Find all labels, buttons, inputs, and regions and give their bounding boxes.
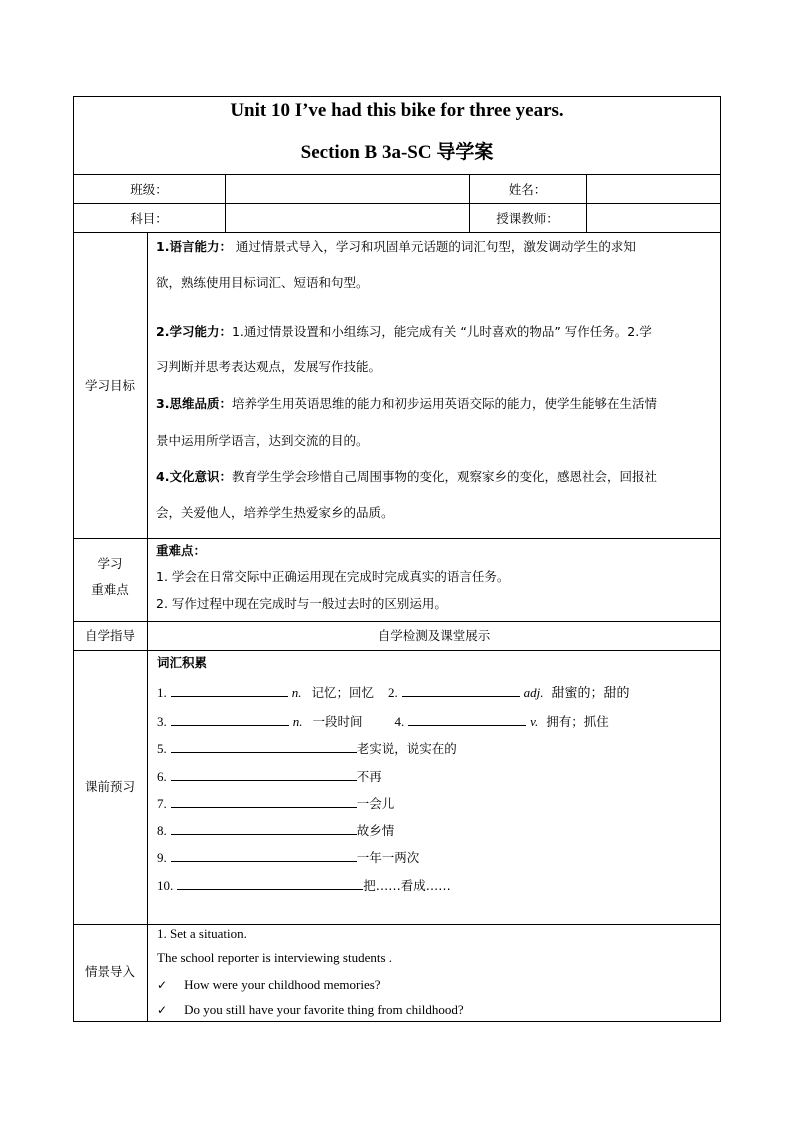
answer-blank[interactable] xyxy=(171,848,357,862)
objective-4-line1: 4.文化意识：教育学生学会珍惜自己周围事物的变化，观察家乡的变化，感恩社会，回报社 xyxy=(156,469,657,484)
vocab-item: 5. 老实说，说实在的 xyxy=(157,741,457,756)
page-title: Unit 10 I’ve had this bike for three years. xyxy=(230,100,564,121)
class-label: 班级： xyxy=(130,182,168,197)
vocab-row-2: 3. n. 一段时间 4. v. 拥有；抓住 xyxy=(157,714,609,729)
vocab-heading: 词汇积累 xyxy=(157,655,208,670)
situation-intro: The school reporter is interviewing students . xyxy=(157,950,393,965)
objective-3-line2: 景中运用所学语言，达到交流的目的。 xyxy=(156,433,369,448)
situation-question-2: ✓ Do you still have your favorite thing from childhood? xyxy=(157,1002,464,1017)
answer-blank[interactable] xyxy=(171,794,357,808)
answer-blank[interactable] xyxy=(177,876,363,890)
row-divider xyxy=(73,621,721,622)
column-divider xyxy=(586,174,587,232)
vocab-item: 10. 把……看成…… xyxy=(157,878,451,893)
key-point-2: 2. 写作过程中现在完成时与一般过去时的区别运用。 xyxy=(156,596,447,611)
key-point-1: 1. 学会在日常交际中正确运用现在完成时完成真实的语言任务。 xyxy=(156,569,510,584)
row-divider xyxy=(73,203,721,204)
answer-blank[interactable] xyxy=(171,821,357,835)
objective-1-line1: 1.语言能力： 通过情景式导入，学习和巩固单元话题的词汇句型，激发调动学生的求知 xyxy=(156,239,636,254)
vocab-row-1: 1. n. 记忆；回忆 2. adj. 甜蜜的；甜的 xyxy=(157,685,630,701)
answer-blank[interactable] xyxy=(171,683,288,697)
objective-2-line2: 习判断并思考表达观点，发展写作技能。 xyxy=(156,359,382,374)
column-divider xyxy=(225,174,226,232)
row-divider xyxy=(73,538,721,539)
preview-label: 课前预习 xyxy=(84,779,135,794)
check-icon: ✓ xyxy=(157,1003,168,1017)
objective-1-line2: 欲，熟练使用目标词汇、短语和句型。 xyxy=(156,275,369,290)
key-points-heading: 重难点： xyxy=(156,543,207,558)
page-subtitle: Section B 3a-SC 导学案 xyxy=(300,142,494,163)
vocab-item: 8. 故乡情 xyxy=(157,823,395,838)
key-points-label-2: 重难点 xyxy=(91,582,129,597)
objective-3-line1: 3.思维品质：培养学生用英语思维的能力和初步运用英语交际的能力，使学生能够在生活情 xyxy=(156,396,657,411)
row-divider xyxy=(73,232,721,233)
situation-step: 1. Set a situation. xyxy=(157,926,247,941)
answer-blank[interactable] xyxy=(171,712,289,726)
row-divider xyxy=(73,174,721,175)
guide-content: 自学检测及课堂展示 xyxy=(377,628,491,643)
row-divider xyxy=(73,924,721,925)
teacher-label: 授课教师： xyxy=(496,211,559,226)
subject-label: 科目： xyxy=(130,211,168,226)
situation-question-1: ✓ How were your childhood memories? xyxy=(157,977,381,992)
name-label: 姓名： xyxy=(508,182,547,197)
vocab-item: 6. 不再 xyxy=(157,769,382,784)
vocab-item: 7. 一会儿 xyxy=(157,796,395,811)
answer-blank[interactable] xyxy=(171,739,357,753)
objective-2-line1: 2.学习能力：1.通过情景设置和小组练习，能完成有关 “儿时喜欢的物品” 写作任务。2.学 xyxy=(156,324,652,339)
key-points-label-1: 学习 xyxy=(97,556,123,571)
objectives-label: 学习目标 xyxy=(84,378,135,393)
answer-blank[interactable] xyxy=(171,767,357,781)
objective-4-line2: 会，关爱他人，培养学生热爱家乡的品质。 xyxy=(156,505,394,520)
answer-blank[interactable] xyxy=(408,712,526,726)
situation-label: 情景导入 xyxy=(84,964,135,979)
check-icon: ✓ xyxy=(157,978,168,992)
answer-blank[interactable] xyxy=(402,683,520,697)
guide-label: 自学指导 xyxy=(84,628,135,643)
row-divider xyxy=(73,650,721,651)
vocab-item: 9. 一年一两次 xyxy=(157,850,420,865)
